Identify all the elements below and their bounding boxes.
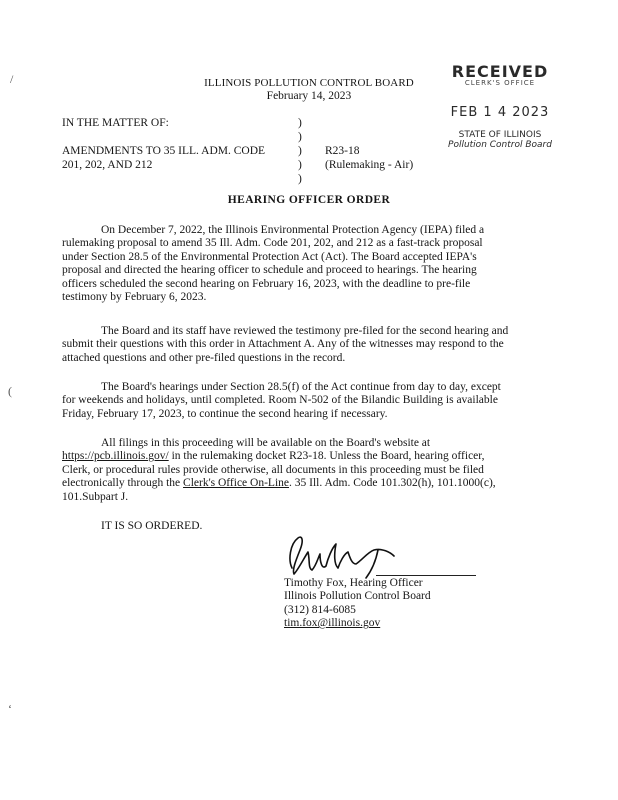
paragraph-line: The Board and its staff have reviewed the testimony pre-filed for the second hearing and bbox=[101, 325, 509, 337]
caption-paren: ) bbox=[298, 159, 302, 171]
paragraph-hearings bbox=[62, 381, 562, 421]
caption-paren: ) bbox=[298, 173, 302, 185]
signer-phone: (312) 814-6085 bbox=[284, 603, 356, 616]
stamp-date: FEB 1 4 2023 bbox=[450, 105, 550, 120]
received-stamp bbox=[420, 62, 580, 150]
order-title: HEARING OFFICER ORDER bbox=[227, 194, 391, 206]
paragraph-line: testimony by February 6, 2023. bbox=[62, 291, 207, 304]
paragraph-line: The Board's hearings under Section 28.5(f) of the Act continue from day to day, except bbox=[101, 381, 501, 393]
signature-line bbox=[376, 575, 476, 576]
order-date: February 14, 2023 bbox=[266, 90, 352, 102]
board-name: ILLINOIS POLLUTION CONTROL BOARD bbox=[204, 77, 414, 89]
paragraph-line bbox=[62, 450, 562, 463]
paragraph-text: . 35 Ill. Adm. Code 101.302(h), 101.1000(c), bbox=[289, 477, 496, 490]
paragraph-line: submit their questions with this order in Attachment A. Any of the witnesses may respond to the bbox=[62, 338, 504, 351]
rulemaking-type: (Rulemaking - Air) bbox=[325, 159, 414, 171]
signer-name: Timothy Fox, Hearing Officer bbox=[284, 577, 423, 589]
paragraph-line: proposal and directed the hearing officer to schedule and proceed to hearings. The hearing bbox=[62, 264, 477, 277]
so-ordered: IT IS SO ORDERED. bbox=[101, 520, 203, 532]
caption-paren: ) bbox=[298, 117, 302, 129]
margin-mark: ( bbox=[8, 384, 12, 398]
signature-block bbox=[284, 577, 544, 631]
paragraph-line: Clerk, or procedural rules provide otherwise, all documents in this proceeding must be filed bbox=[62, 463, 484, 476]
signer-email bbox=[284, 617, 544, 630]
paragraph-line: All filings in this proceeding will be available on the Board's website at bbox=[101, 437, 431, 449]
paragraph-filings bbox=[62, 437, 562, 504]
paragraph-line: officers scheduled the second hearing on February 16, 2023, with the deadline to pre-file bbox=[62, 277, 471, 290]
caption-amendments-line1: AMENDMENTS TO 35 ILL. ADM. CODE bbox=[62, 145, 266, 157]
margin-mark: ʻ bbox=[8, 702, 12, 716]
paragraph-line: Friday, February 17, 2023, to continue the second hearing if necessary. bbox=[62, 407, 388, 420]
paragraph-line: for weekends and holidays, until completed. Room N-502 of the Bilandic Building is available bbox=[62, 394, 498, 407]
paragraph-line bbox=[62, 477, 562, 490]
board-website-link[interactable]: https://pcb.illinois.gov/ bbox=[62, 450, 169, 463]
stamp-board: Pollution Control Board bbox=[448, 140, 552, 150]
caption-paren: ) bbox=[298, 131, 302, 143]
paragraph-line: 101.Subpart J. bbox=[62, 490, 129, 503]
paragraph-text: in the rulemaking docket R23-18. Unless the Board, hearing officer, bbox=[168, 450, 485, 463]
email-link[interactable]: tim.fox@illinois.gov bbox=[284, 617, 381, 630]
paragraph-questions bbox=[62, 325, 562, 365]
paragraph-line: rulemaking proposal to amend 35 Ill. Adm. Code 201, 202, and 212 as a fast-track proposal bbox=[62, 237, 483, 250]
caption-paren: ) bbox=[298, 145, 302, 157]
margin-mark: / bbox=[10, 72, 14, 86]
caption-amendments-line2: 201, 202, AND 212 bbox=[62, 159, 153, 171]
paragraph-text: electronically through the bbox=[62, 477, 184, 490]
caption-matter: IN THE MATTER OF: bbox=[62, 117, 169, 129]
paragraph-line: under Section 28.5 of the Environmental Protection Act (Act). The Board accepted IEPA's bbox=[62, 250, 477, 263]
paragraph-background bbox=[62, 224, 562, 304]
stamp-office: CLERK'S OFFICE bbox=[464, 79, 536, 87]
signer-organization: Illinois Pollution Control Board bbox=[284, 590, 431, 603]
docket-number: R23-18 bbox=[325, 145, 360, 157]
paragraph-line: On December 7, 2022, the Illinois Environmental Protection Agency (IEPA) filed a bbox=[101, 224, 485, 236]
paragraph-line: attached questions and other pre-filed questions in the record. bbox=[62, 351, 346, 364]
stamp-state: STATE OF ILLINOIS bbox=[458, 130, 542, 140]
clerks-office-link[interactable]: Clerk's Office On-Line bbox=[183, 477, 289, 490]
stamp-received: RECEIVED bbox=[451, 62, 549, 81]
